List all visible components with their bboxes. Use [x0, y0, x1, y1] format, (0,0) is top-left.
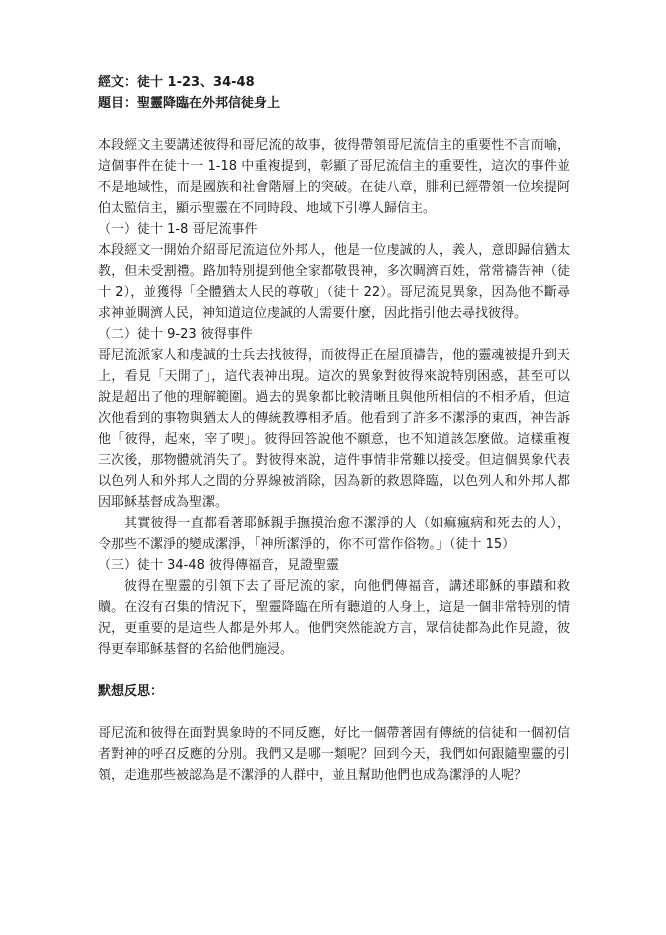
- section-1-paragraph: 本段經文一開始介紹哥尼流這位外邦人，他是一位虔誠的人，義人，意即歸信猶太教，但未受割禮。路加特別提到他全家都敬畏神，多次賙濟百姓，常常禱告神（徒十 2），並獲得「全體猶太人民的尊敬」（徒十 22）。哥尼流見異象，因為他不斷尋求神並賙濟人民，神知道這位虔誠的人需要什麼，因此指引他去尋找彼得。: [98, 243, 570, 321]
- topic-title: 題目：聖靈降臨在外邦信徒身上: [98, 96, 281, 111]
- section-2-paragraph-2: 其實彼得一直都看著耶穌親手撫摸治愈不潔淨的人（如痲瘋病和死去的人），令那些不潔淨的變成潔淨，「神所潔淨的，你不可當作俗物。」（徒十 15）: [98, 516, 570, 552]
- section-3-paragraph: 彼得在聖靈的引領下去了哥尼流的家，向他們傳福音，講述耶穌的事蹟和救贖。在沒有召集的情況下，聖靈降臨在所有聽道的人身上，這是一個非常特別的情況，更重要的是這些人都是外邦人。他們突然能說方言，眾信徒都為此作見證，彼得更奉耶穌基督的名給他們施浸。: [98, 579, 570, 657]
- spacer: [98, 114, 570, 135]
- section-2-paragraph-1: 哥尼流派家人和虔誠的士兵去找彼得，而彼得正在屋頂禱告，他的靈魂被提升到天上，看見「天開了」，這代表神出現。這次的異象對彼得來說特別困惑，甚至可以說是超出了他的理解範圍。過去的異象都比較清晰且與他所相信的不相矛盾，但這次他看到的事物與猶太人的傳統教導相矛盾。他看到了許多不潔淨的東西，神告訴他「彼得，起來，宰了喫」。彼得回答說他不願意，也不知道該怎麼做。這樣重複三次後，那物體就消失了。對彼得來說，這件事情非常難以接受。但這個異象代表以色列人和外邦人之間的分界線被消除，因為新的救恩降臨，以色列人和外邦人都因耶穌基督成為聖潔。: [98, 348, 570, 510]
- document-page: [98, 72, 570, 786]
- spacer: [98, 660, 570, 681]
- section-heading-3: （三）徒十 34-48 彼得傳福音，見證聖靈: [98, 558, 340, 573]
- scripture-reference: 經文：徒十 1-23、34-48: [98, 75, 255, 90]
- reflection-title: 默想反思：: [98, 684, 164, 699]
- section-heading-1: （一）徒十 1-8 哥尼流事件: [98, 222, 258, 237]
- spacer: [98, 702, 570, 723]
- reflection-paragraph: 哥尼流和彼得在面對異象時的不同反應，好比一個帶著固有傳統的信徒和一個初信者對神的呼召反應的分別。我們又是哪一類呢？回到今天，我們如何跟隨聖靈的引領，走進那些被認為是不潔淨的人群中，並且幫助他們也成為潔淨的人呢？: [98, 726, 570, 783]
- section-heading-2: （二）徒十 9-23 彼得事件: [98, 327, 253, 342]
- intro-paragraph: 本段經文主要講述彼得和哥尼流的故事，彼得帶領哥尼流信主的重要性不言而喻，這個事件在徒十一 1-18 中重複提到，彰顯了哥尼流信主的重要性，這次的事件並不是地域性，而是國族和社會階層上的突破。在徒八章，腓利已經帶領一位埃提阿伯太監信主，顯示聖靈在不同時段、地域下引導人歸信主。: [98, 138, 570, 216]
